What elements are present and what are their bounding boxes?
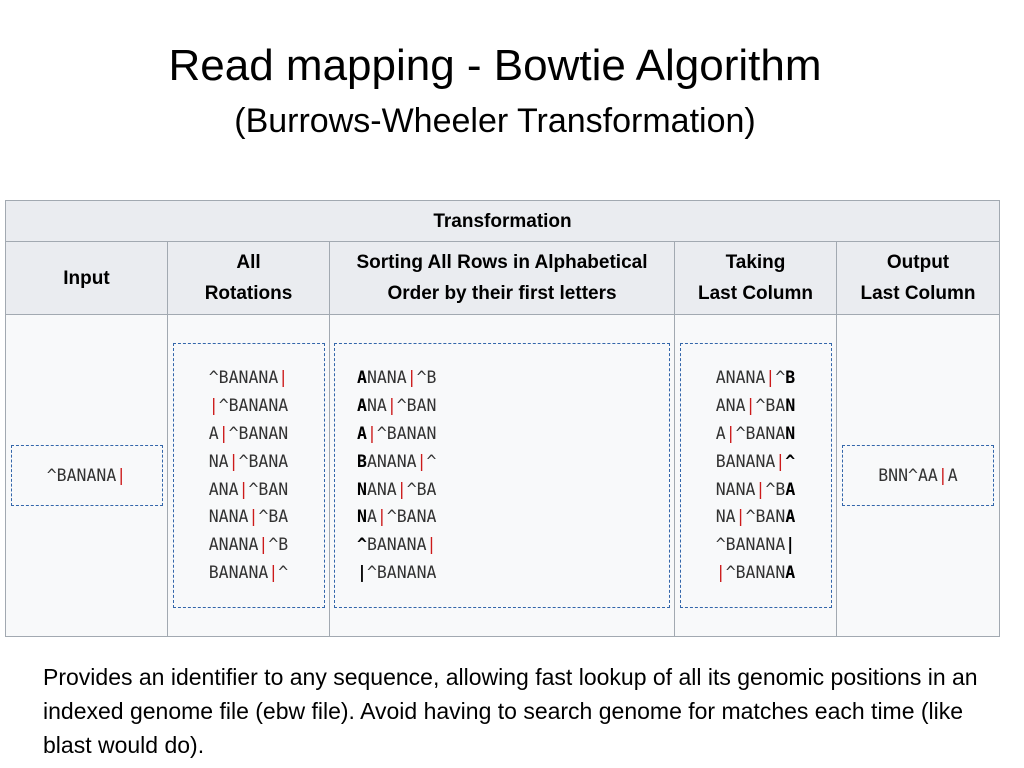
row-text: ANANA [715, 368, 766, 388]
row-text: ^BAN [396, 396, 437, 416]
row-text: ^BA [755, 396, 786, 416]
sorted-row [357, 392, 669, 420]
end-marker: | [357, 562, 367, 582]
sorted-cell [330, 315, 675, 637]
row-text: ANA [366, 479, 397, 499]
rotation-row [174, 559, 324, 587]
sorted-row [357, 476, 669, 504]
last-letter: N [785, 423, 796, 443]
row-text: A [366, 507, 377, 527]
row-text: ^BANA [386, 507, 437, 527]
last-letter: B [785, 368, 796, 388]
last-column-row [681, 559, 831, 587]
last-column-cell [675, 315, 837, 637]
last-column-row [681, 476, 831, 504]
end-marker: | [416, 451, 427, 471]
header-all-rotations: All Rotations [168, 242, 330, 315]
end-marker: | [785, 535, 796, 555]
last-column-row [681, 364, 831, 392]
row-text: ANA [208, 479, 239, 499]
end-marker: | [238, 479, 249, 499]
last-column-box [680, 343, 832, 607]
end-marker: | [775, 451, 786, 471]
header-output-last-column: Output Last Column [837, 242, 1000, 315]
row-text: ^ [775, 368, 786, 388]
end-marker: | [715, 562, 726, 582]
row-text: ^BANA [238, 451, 289, 471]
end-marker: | [248, 507, 259, 527]
row-text: ^BANAN [376, 423, 437, 443]
row-text: BANANA [366, 535, 427, 555]
end-marker: | [396, 479, 407, 499]
end-marker: | [278, 368, 289, 388]
end-marker: | [376, 507, 387, 527]
end-marker: | [218, 423, 229, 443]
row-text: ^BA [258, 507, 289, 527]
first-letter: N [357, 507, 367, 527]
sorted-row [357, 420, 669, 448]
table-caption: Transformation [6, 201, 1000, 242]
rotation-row [174, 503, 324, 531]
end-marker: | [406, 368, 417, 388]
last-letter: ^ [785, 451, 796, 471]
row-text: A [208, 423, 219, 443]
end-marker: | [386, 396, 397, 416]
header-input: Input [6, 242, 168, 315]
row-text: ANA [715, 396, 746, 416]
header-taking-last-column: Taking Last Column [675, 242, 837, 315]
rotation-row [174, 476, 324, 504]
row-text: ^ [278, 562, 289, 582]
row-text: NANA [715, 479, 756, 499]
first-letter: ^ [357, 535, 367, 555]
output-string: BNN^AA|A [878, 465, 958, 485]
row-text: ^ [426, 451, 437, 471]
end-marker: | [366, 423, 377, 443]
sorted-box [334, 343, 670, 607]
end-marker: | [765, 368, 776, 388]
row-text: ^BA [406, 479, 437, 499]
rotation-row [174, 420, 324, 448]
row-text: ^B [416, 368, 437, 388]
last-letter: A [785, 507, 796, 527]
row-text: ^BANANA [366, 562, 437, 582]
slide-subtitle: (Burrows-Wheeler Transformation) [234, 102, 756, 140]
header-sorting: Sorting All Rows in Alphabetical Order by their first letters [330, 242, 675, 315]
row-text: ^BANA [735, 423, 786, 443]
row-text: NA [366, 396, 387, 416]
first-letter: N [357, 479, 367, 499]
row-text: ^B [765, 479, 786, 499]
slide-title: Read mapping - Bowtie Algorithm [168, 41, 822, 90]
row-text: NA [715, 507, 736, 527]
end-marker: | [208, 396, 219, 416]
row-text: ^BAN [745, 507, 786, 527]
row-text: NA [208, 451, 229, 471]
last-column-row [681, 531, 831, 559]
rotation-row [174, 392, 324, 420]
last-column-row [681, 420, 831, 448]
row-text: BANANA [208, 562, 269, 582]
row-text: A [715, 423, 726, 443]
end-marker: | [228, 451, 239, 471]
first-letter: A [357, 368, 367, 388]
bwt-table [5, 200, 1000, 637]
end-marker: | [745, 396, 756, 416]
row-text: ^BANANA [208, 368, 279, 388]
sorted-row [357, 503, 669, 531]
sorted-row [357, 559, 669, 587]
row-text: ANANA [366, 451, 417, 471]
rotation-row [174, 531, 324, 559]
row-text: ^BANAN [228, 423, 289, 443]
row-text: ^BANAN [725, 562, 786, 582]
end-marker: | [755, 479, 766, 499]
output-box [842, 445, 994, 507]
row-text: ^BANANA [218, 396, 289, 416]
end-marker: | [268, 562, 279, 582]
input-cell [6, 315, 168, 637]
rotation-row [174, 364, 324, 392]
slide-footer-text: Provides an identifier to any sequence, allowing fast lookup of all its genomic positions in an indexed genome file (ebw file). Avoid having to search genome for matches each time (like blast would do). [43, 664, 978, 758]
row-text: ^BANANA [715, 535, 786, 555]
sorted-row [357, 531, 669, 559]
row-text: ^B [268, 535, 289, 555]
last-letter: N [785, 396, 796, 416]
rotation-row [174, 448, 324, 476]
first-letter: A [357, 423, 367, 443]
first-letter: B [357, 451, 367, 471]
end-marker: | [725, 423, 736, 443]
row-text: ANANA [208, 535, 259, 555]
last-column-row [681, 392, 831, 420]
row-text: NANA [208, 507, 249, 527]
rotations-box [173, 343, 325, 607]
last-column-row [681, 503, 831, 531]
end-marker: | [426, 535, 437, 555]
sorted-row [357, 364, 669, 392]
last-column-row [681, 448, 831, 476]
row-text: BANANA [715, 451, 776, 471]
input-box [11, 445, 163, 507]
row-text: NANA [366, 368, 407, 388]
input-string: ^BANANA| [46, 465, 127, 485]
row-text: ^BAN [248, 479, 289, 499]
first-letter: A [357, 396, 367, 416]
last-letter: A [785, 562, 796, 582]
end-marker: | [735, 507, 746, 527]
output-cell [837, 315, 1000, 637]
last-letter: A [785, 479, 796, 499]
rotations-cell [168, 315, 330, 637]
sorted-row [357, 448, 669, 476]
end-marker: | [258, 535, 269, 555]
